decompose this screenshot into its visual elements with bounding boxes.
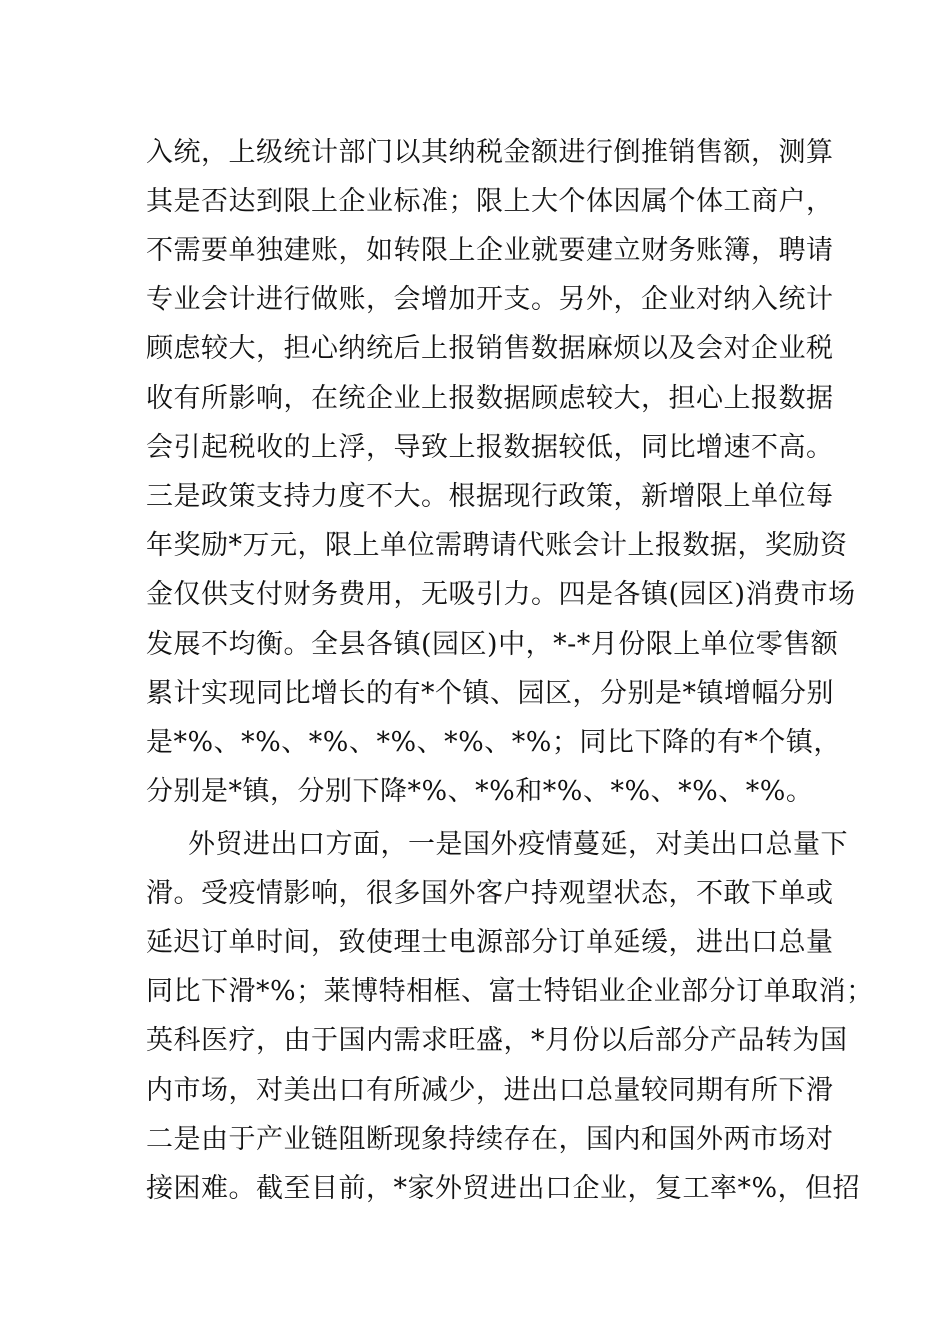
- text-line: 年奖励*万元，限上单位需聘请代账会计上报数据，奖励资: [146, 530, 848, 561]
- text-line: 顾虑较大，担心纳统后上报销售数据麻烦以及会对企业税: [146, 333, 834, 364]
- text-line: 三是政策支持力度不大。根据现行政策，新增限上单位每: [146, 481, 834, 512]
- text-line: 是*%、*%、*%、*%、*%、*%；同比下降的有*个镇，: [146, 727, 841, 758]
- paragraph-first-line: 外贸进出口方面，一是国外疫情蔓延，对美出口总量下: [188, 829, 848, 860]
- text-line: 会引起税收的上浮，导致上报数据较低，同比增速不高。: [146, 432, 834, 463]
- text-line: 二是由于产业链阻断现象持续存在，国内和国外两市场对: [146, 1124, 834, 1155]
- text-line: 同比下滑*%；莱博特相框、富士特铝业企业部分订单取消；: [146, 976, 874, 1007]
- text-line: 延迟订单时间，致使理士电源部分订单延缓，进出口总量: [146, 927, 834, 958]
- text-line: 其是否达到限上企业标准；限上大个体因属个体工商户，: [146, 186, 834, 217]
- text-line: 金仅供支付财务费用，无吸引力。四是各镇(园区)消费市场: [146, 579, 856, 610]
- text-line: 累计实现同比增长的有*个镇、园区，分别是*镇增幅分别: [146, 678, 834, 709]
- text-line: 分别是*镇，分别下降*%、*%和*%、*%、*%、*%。: [146, 776, 814, 807]
- text-line: 入统，上级统计部门以其纳税金额进行倒推销售额，测算: [146, 137, 834, 168]
- text-line: 内市场，对美出口有所减少，进出口总量较同期有所下滑: [146, 1075, 834, 1106]
- text-line: 发展不均衡。全县各镇(园区)中，*-*月份限上单位零售额: [146, 629, 839, 660]
- text-line: 收有所影响，在统企业上报数据顾虑较大，担心上报数据: [146, 383, 834, 414]
- text-line: 英科医疗，由于国内需求旺盛，*月份以后部分产品转为国: [146, 1025, 848, 1056]
- text-line: 专业会计进行做账，会增加开支。另外，企业对纳入统计: [146, 284, 834, 315]
- text-line: 不需要单独建账，如转限上企业就要建立财务账簿，聘请: [146, 235, 834, 266]
- text-line: 接困难。截至目前，*家外贸进出口企业，复工率*%，但招: [146, 1173, 861, 1204]
- text-line: 滑。受疫情影响，很多国外客户持观望状态，不敢下单或: [146, 878, 834, 909]
